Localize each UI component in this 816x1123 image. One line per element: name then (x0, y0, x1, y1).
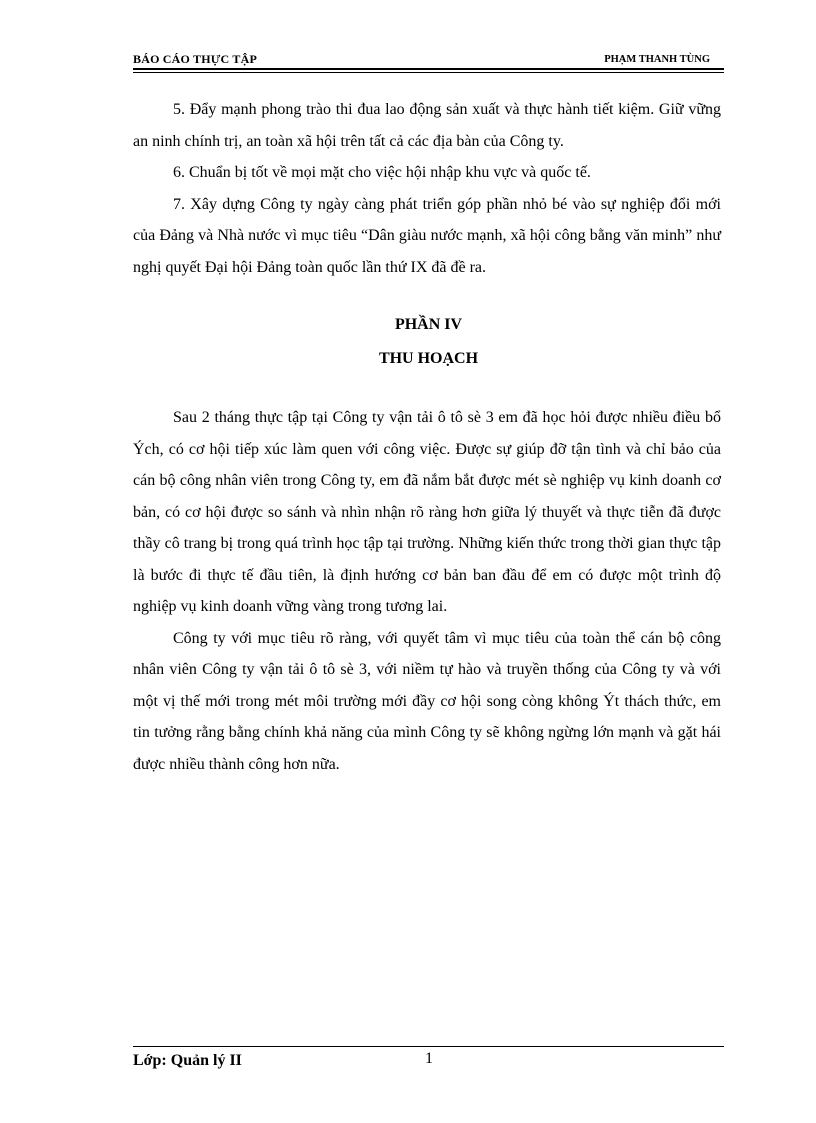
header-divider (133, 72, 724, 73)
author-name: PHẠM THANH TÙNG (604, 54, 710, 65)
section-title-heading: THU HOẠCH (378, 350, 479, 367)
page-number: 1 (425, 1050, 433, 1067)
paragraph-item-5: 5. Đẩy mạnh phong trào thi đua lao động sản xuất và thực hành tiết kiệm. Giữ vững an ninh chính trị, an toàn xã hội trên tất cả các địa bàn của Công ty. (133, 101, 721, 150)
page-header (133, 50, 724, 70)
top-text-block (133, 94, 721, 283)
paragraph-item-7: 7. Xây dựng Công ty ngày càng phát triển góp phần nhỏ bé vào sự nghiệp đổi mới của Đảng và Nhà nước vì mục tiêu “Dân giàu nước mạnh, xã hội công bằng văn minh” như nghị quyết Đại hội Đảng toàn quốc lần thứ IX đã đề ra. (133, 195, 721, 276)
report-title: BÁO CÁO THỰC TẬP (133, 52, 257, 66)
paragraph-conclusion: Công ty với mục tiêu rõ ràng, với quyết tâm vì mục tiêu của toàn thể cán bộ công nhân viên Công ty vận tải ô tô sè 3, với niềm tự hào và truyền thống của Công ty và với một vị thế mới trong mét môi trường mới đầy cơ hội song còng không Ýt thách thức, em tin tưởng rằng bằng chính khả năng của mình Công ty sẽ không ngừng lớn mạnh và gặt hái được nhiều thành công hơn nữa. (133, 629, 721, 773)
class-label: Lớp: Quản lý II (133, 1052, 242, 1069)
paragraph-item-6: 6. Chuẩn bị tốt về mọi mặt cho việc hội nhập khu vực và quốc tế. (173, 164, 591, 181)
paragraph-summary: Sau 2 tháng thực tập tại Công ty vận tải ô tô sè 3 em đã học hỏi được nhiều điều bổ Ých, có cơ hội tiếp xúc làm quen với công việc. Được sự giúp đỡ tận tình và chỉ bảo của cán bộ công nhân viên trong Công ty, em đã nắm bắt được mét sè nghiệp vụ kinh doanh cơ bản, có cơ hội được so sánh và nhìn nhận rõ ràng hơn giữa lý thuyết và thực tiễn đã được thầy cô trang bị trong quá trình học tập tại trường. Những kiến thức trong thời gian thực tập là bước đi thực tế đầu tiên, là định hướng cơ bản ban đầu để em có được một trình độ nghiệp vụ kinh doanh vững vàng trong tương lai. (133, 409, 721, 615)
page-footer (133, 1046, 724, 1075)
section-part-heading: PHẦN IV (394, 316, 463, 333)
bottom-text-block (133, 402, 721, 780)
